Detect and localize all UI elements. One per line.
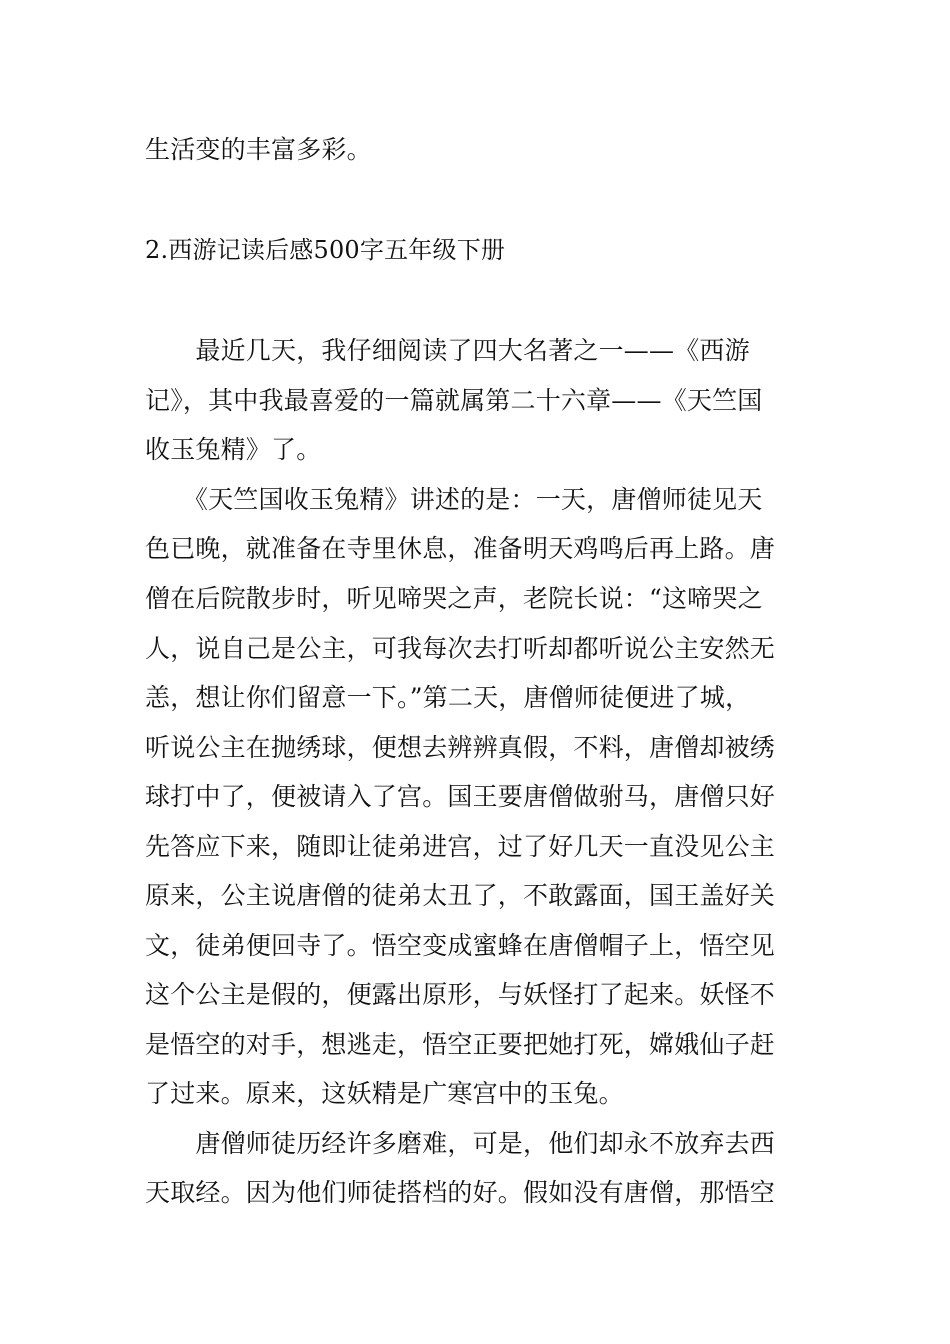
section-heading: 2.西游记读后感500字五年级下册 [145,236,506,264]
paragraph-line: 这个公主是假的，便露出原形，与妖怪打了起来。妖怪不 [145,980,776,1009]
paragraph-line: 唐僧师徒历经许多磨难，可是，他们却永不放弃去西 [145,1129,776,1158]
paragraph-line: 最近几天，我仔细阅读了四大名著之一——《西游 [145,336,750,365]
paragraph-line: 是悟空的对手，想逃走，悟空正要把她打死，嫦娥仙子赶 [145,1030,776,1059]
continuation-line: 生活变的丰富多彩。 [145,135,372,164]
paragraph-line: 色已晚，就准备在寺里休息，准备明天鸡鸣后再上路。唐 [145,534,776,563]
paragraph-line: 原来，公主说唐僧的徒弟太丑了，不敢露面，国王盖好关 [145,881,776,910]
paragraph-line: 球打中了，便被请入了宫。国王要唐僧做驸马，唐僧只好 [145,782,776,811]
paragraph-line: 了过来。原来，这妖精是广寒宫中的玉兔。 [145,1079,624,1108]
paragraph-line: 天取经。因为他们师徒搭档的好。假如没有唐僧，那悟空 [145,1178,776,1207]
paragraph-line: 人，说自己是公主，可我每次去打听却都听说公主安然无 [145,634,776,663]
paragraph-line: 文，徒弟便回寺了。悟空变成蜜蜂在唐僧帽子上，悟空见 [145,931,776,960]
paragraph-line: 《天竺国收玉兔精》讲述的是：一天，唐僧师徒见天 [145,485,763,514]
paragraph-line: 僧在后院散步时，听见啼哭之声，老院长说：“这啼哭之 [145,584,763,613]
paragraph-line: 先答应下来，随即让徒弟进宫，过了好几天一直没见公主 [145,832,776,861]
paragraph-line: 听说公主在抛绣球，便想去辨辨真假，不料，唐僧却被绣 [145,733,776,762]
paragraph-line: 恙，想让你们留意一下。”第二天，唐僧师徒便进了城， [145,683,751,712]
paragraph-line: 收玉兔精》了。 [145,435,322,464]
paragraph-line: 记》，其中我最喜爱的一篇就属第二十六章——《天竺国 [145,386,763,415]
